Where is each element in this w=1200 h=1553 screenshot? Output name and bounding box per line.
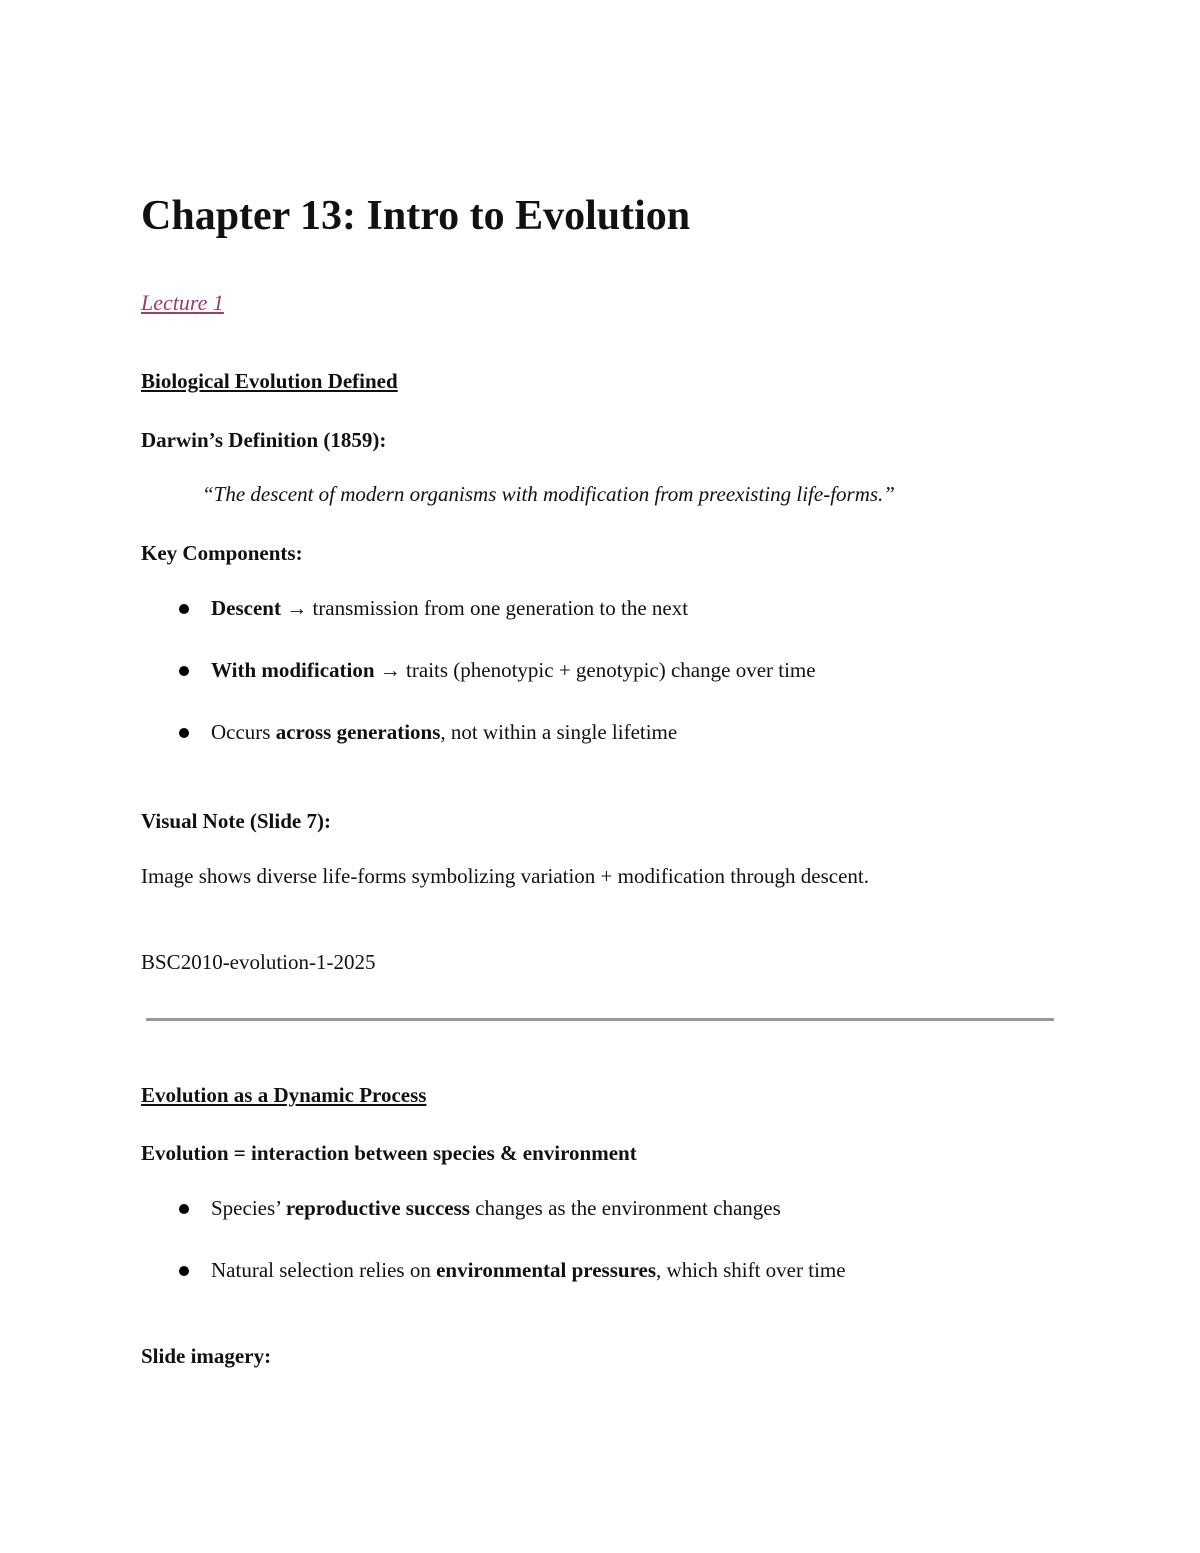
bullet-icon: [179, 1266, 189, 1276]
list-item: [211, 656, 816, 684]
bullet-text: Species’: [211, 1196, 286, 1220]
evolution-summary: Evolution = interaction between species & environment: [141, 1141, 637, 1165]
section-heading-biological-evolution: Biological Evolution Defined: [141, 369, 398, 393]
bullet-text: , which shift over time: [656, 1258, 846, 1282]
key-components-label: Key Components:: [141, 541, 303, 565]
bullet-text: Occurs: [211, 720, 276, 744]
file-reference: BSC2010-evolution-1-2025: [141, 950, 376, 974]
lecture-link[interactable]: Lecture 1: [141, 290, 224, 315]
bullet-bold-term: With modification: [211, 658, 375, 682]
bullet-text: → traits (phenotypic + genotypic) change over time: [374, 658, 816, 682]
bullet-icon: [179, 666, 189, 676]
bullet-bold-term: reproductive success: [285, 1196, 470, 1220]
bullet-bold-term: Descent: [211, 596, 281, 620]
bullet-bold-term: across generations: [275, 720, 441, 744]
bullet-text: Natural selection relies on: [211, 1258, 437, 1282]
bullet-bold-term: environmental pressures: [436, 1258, 657, 1282]
list-item: [211, 1194, 781, 1222]
visual-note-label: Visual Note (Slide 7):: [141, 809, 331, 833]
list-item: [211, 718, 677, 746]
section-heading-dynamic-process: Evolution as a Dynamic Process: [141, 1083, 427, 1107]
bullet-text: changes as the environment changes: [469, 1196, 781, 1220]
list-item: [211, 1256, 846, 1284]
slide-imagery-label: Slide imagery:: [141, 1344, 272, 1368]
bullet-icon: [179, 1204, 189, 1214]
bullet-text: , not within a single lifetime: [440, 720, 678, 744]
bullet-icon: [179, 604, 189, 614]
section-divider: [146, 1018, 1054, 1021]
visual-note-text: Image shows diverse life-forms symbolizing variation + modification through descent.: [141, 864, 870, 888]
bullet-text: → transmission from one generation to the next: [280, 596, 689, 620]
bullet-icon: [179, 728, 189, 738]
list-item: [211, 594, 688, 622]
darwin-definition-label: Darwin’s Definition (1859):: [141, 428, 387, 452]
page-title: Chapter 13: Intro to Evolution: [141, 193, 691, 239]
darwin-quote: “The descent of modern organisms with modification from preexisting life-forms.”: [202, 482, 895, 506]
